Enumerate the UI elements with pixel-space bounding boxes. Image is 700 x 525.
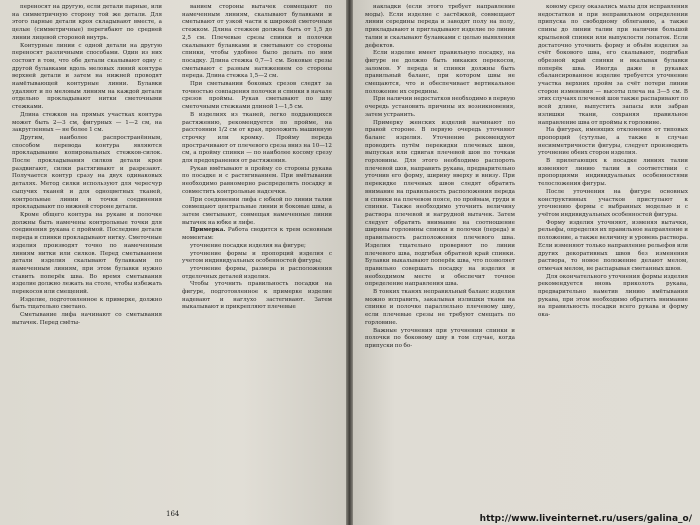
left-page xyxy=(0,0,346,525)
paragraph: Кроме общего контура на рукаве и полочке должны быть намечены контрольные точки для соединения рукава с проймой. Последние детали переда и спинки прокладывают нитку. Сметочные изделия производят точно по намеченным линиям нитки или силков. Перед сметыванием детали изделия скалывают булавками по намеченным линиям, при этом булавки нужно ставить поперёк шва. Во время сметывания изделие должно лежать на столе, чтобы избежать перекосов или смещений. xyxy=(12,211,162,296)
paragraph: переносят на другую, если детали парные, или на симметричную сторону той же детали. Для этого парные детали кроя складывают вместе, а целые (симметричные) перегибают по средней линии лицевой стороной внутрь. xyxy=(12,4,162,41)
paragraph: При соединении лифа с юбкой по линии талии совмещают центральные линии и боковые швы, а затем сметывают, совмещая намеченные линии вытачек на юбке и лифе. xyxy=(182,196,332,226)
paragraph: ванием стороны вытачек совмещают по намеченным линиям, скалывают булавками и сметывают от узкой части к широкой сметочным стежком. Длина стежков должна быть от 1,5 до 2,5 см. Плечевые срезы спинки и полочки скалывают булавками и сметывают со стороны спинки, чтобы удобнее было делать по ним посадку. Длина стежка 0,7—1 см. Боковые срезы сметывают с разным натяжением со стороны переда. Длина стежка 1,5—2 см. xyxy=(182,4,332,80)
left-page-column-2 xyxy=(182,4,332,312)
paragraph: После уточнения на фигуре основных конструктивных участков приступают к уточнению формы с выбранных моделью и с учётом индивидуальных особенностей фигуры. xyxy=(538,188,688,218)
paragraph: Длина стежков на прямых участках контура может быть 2—3 см, фигурных — 1—2 см, на закругленных — не более 1 см. xyxy=(12,111,162,134)
paragraph: На фигурах, имеющих отклонения от типовых пропорций (сутулые, а также в случае несимметричности фигуры, следует производить уточнение обеих сторон изделия. xyxy=(538,127,688,157)
paragraph: При наличии недостатков необходимо в первую очередь установить причины их возникновения, затем устранить. xyxy=(365,96,515,118)
paragraph: В тонких тканях неправильный баланс изделия можно исправить, закалывая излишки ткани на спинке и полочке параллельно плечевому шву, если плечевые срезы не требуют смещать по горловине. xyxy=(365,289,515,326)
paragraph: Рукав вмётывают в пройму со стороны рукава по посадке и с растягиванием. При вмётывании необходимо равномерно распределить посадку и совместить контрольные надсечки. xyxy=(182,165,332,195)
paragraph: Важные уточнения при уточнении спинки и полочки по боковому шву в том случае, когда припуски по бо- xyxy=(365,327,515,349)
paragraph: Контурные линии с одной детали на другую переносят различными способами. Один из них состоит в том, что обе детали скалывают одну с другой булавками вдоль меловых линий контура верхней детали и затем на нижней проводят намётывающей контурные линии. Булавки удаляют и по меловым линиям на каждой детали отдельно прокладывают нитки сметочными стежками. xyxy=(12,42,162,111)
paragraph: уточнение формы, размера и расположения отделочных деталей изделия. xyxy=(182,265,332,280)
paragraph: Примерка. Работа сводится к трем основным моментам: xyxy=(182,227,332,242)
paragraph: Для окончательного уточнения формы изделия рекомендуется вновь приколоть рукава, предварительно наметив линию вмётывания рукава, при этом необходимо обратить внимание на правильность посадки всего рукава и форму ока- xyxy=(538,273,688,319)
left-page-column-1 xyxy=(12,4,162,328)
paragraph: В изделиях из тканей, легко поддающихся растяжению, рекомендуется по пройме, на расстоянии 1/2 см от края, проложить машинную строчку или кромку. Пройму переда прострачивают от плечевого среза вниз на 10—12 см, а пройму спинки — по наиболее косому срезу для предохранения от растяжения. xyxy=(182,111,332,165)
paragraph: Чтобы уточнить правильность посадки на фигуре, подготовленное к примерке изделие надевают и наглухо застегивают. Затем выкалывают и прикрепляют плечевые xyxy=(182,281,332,311)
paragraph: Изделие, подготовленное к примерке, должно быть тщательно сметано. xyxy=(12,296,162,311)
paragraph: Если изделие имеет правильную посадку, на фигуре не должно быть никаких перекосов, заломов. У переда и спинки должны быть правильный баланс, при котором швы не смещаются, что и обеспечивает вертикальное положение их середины. xyxy=(365,50,515,95)
right-page-column-2 xyxy=(538,4,688,320)
paragraph: При сметывании боковых срезов следят за точностью совпадения полочки и спинки в начале срезов проймы. Рукав сметывают по шву сметочными стежками длиной 1—1,5 см. xyxy=(182,81,332,111)
book-gutter xyxy=(346,0,353,525)
right-page-column-1 xyxy=(365,4,515,351)
paragraph: Другим, наиболее распространённым, способом перевода контура являются прокладывание копировальных стежков-силок. После прокладывания силков детали кроя раздвигают, силки растягивают и разрезают. Получается контур сразу на двух одинаковых деталях. Метод силки используют для чересчур сыпучих тканей и для одноцветных тканей, контрольные линии и точки соединения прокладывают по нижней стороне детали. xyxy=(12,134,162,211)
paragraph: Сметывание лифа начинают со сметывания вытачек. Перед смёты- xyxy=(12,312,162,326)
paragraph: ковому срезу оказались малы для исправления недостатков и при неправильном определении припуска по свободному облеганию, а также спины до линии талии при наличии большой крыльевой спинки или выпуклости лопаток. Если достаточно уточнить форму и объём изделия за счёт бокового шва, его скалывают, подгибая обрезной край спинки и вкалывая булавки поперёк шва. Иногда даже в рукавах сбалансированное изделие требуется уточнение участка верхних пройм за счёт потери линии сторон изменения — высоты плеча на 3—5 см. В этих случаях плечевой шов также распаривают по всей длине, выпустить запасы или забрав излишки ткани, сохраняя правильное направление шва от проймы к горловине. xyxy=(538,4,688,126)
right-page xyxy=(353,0,700,525)
watermark-url: http://www.liveinternet.ru/users/galina_o/ xyxy=(479,514,692,524)
paragraph: уточнение посадки изделия на фигуре; xyxy=(190,242,306,249)
paragraph: В прилегающих к посадке линиях талии изменяют линию талии в соответствии с пропорциями индивидуальных особенностями телосложения фигуры. xyxy=(538,158,688,188)
paragraph: уточнение формы и пропорций изделия с учетом индивидуальных особенностей фигуры; xyxy=(182,250,332,265)
paragraph: Форму изделия уточняют, изменяя вытачки, рельефы, определяя их правильное направление и положение, а также величину и уровень раствора. Если изменяют только направление рельефов или других декоративных швов без изменения раствора, то новое положение делают мелом, отмечая мелом, не распарывая сметанных швов. xyxy=(538,219,688,272)
section-heading: Примерка. xyxy=(190,227,226,234)
page-number: 164 xyxy=(166,510,180,518)
paragraph: накладки (если этого требует направление моды). Если изделие с застёжкой, совмещают линии середины переда и заводят полу на полу, прикладывают и пригладывают изделие по линии талии и скалывают булавками с целью выявления дефектов. xyxy=(365,4,515,49)
paragraph: Примерку женских изделий начинают по правой стороне. В первую очередь уточняют баланс изделия. Уточнение рекомендуют проводить путём перекидки плечевых швов, выпуская или сдвигая плечевой шов по точкам горловины. Для этого необходимо распороть плечевой шов, направить рукава, предварительно уточнив его форму, ширину вверху и внизу. При перекидке плечевых швов следят обратить внимание на правильность расположения переда и спинки на плечевом поясе, по проймам, груди и спинки. Также необходимо уточнить величину раствора плечевой и нагрудной вытачек. Затем следует обратить внимание на соотношение ширины горловины спинки и полочки (переда) и правильность расположения плечевого шва. Изделия тщательно проверяют по линии плечевого шва, подгибая обратной край спинки. Булавки выкалывают поперёк шва, что позволяет правильно совершать посадку на изделия и необходимом месте и обеспечит точное определение направления шва. xyxy=(365,119,515,288)
